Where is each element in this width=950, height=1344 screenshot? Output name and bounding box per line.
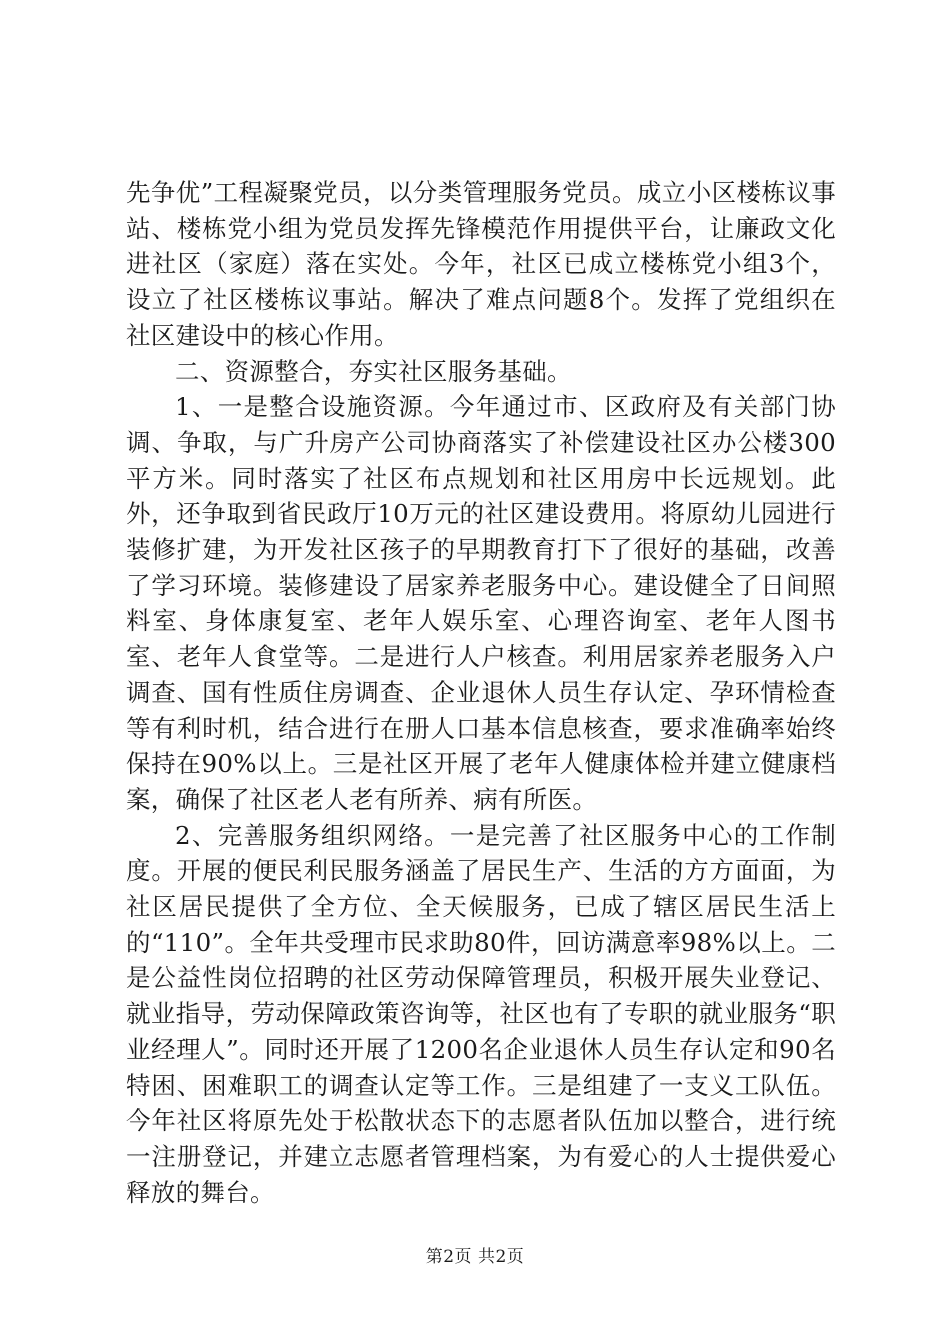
paragraph-facility-resources: 1、一是整合设施资源。今年通过市、区政府及有关部门协调、争取，与广升房产公司协商落实了补偿建设社区办公楼300平方米。同时落实了社区布点规划和社区用房中长远规划。此外，还争取到省民政厅10万元的社区建设费用。将原幼儿园进行装修扩建，为开发社区孩子的早期教育打下了很好的基础，改善了学习环境。装修建设了居家养老服务中心。建设健全了日间照料室、身体康复室、老年人娱乐室、心理咨询室、老年人图书室、老年人食堂等。二是进行人户核查。利用居家养老服务入户调查、国有性质住房调查、企业退休人员生存认定、孕环情检查等有利时机，结合进行在册人口基本信息核查，要求准确率始终保持在90%以上。三是社区开展了老年人健康体检并建立健康档案，确保了社区老人老有所养、病有所医。 <box>126 392 836 814</box>
paragraph-continuation: 先争优”工程凝聚党员，以分类管理服务党员。成立小区楼栋议事站、楼栋党小组为党员发挥先锋模范作用提供平台，让廉政文化进社区（家庭）落在实处。今年，社区已成立楼栋党小组3个，设立了社区楼栋议事站。解决了难点问题8个。发挥了党组织在社区建设中的核心作用。 <box>126 178 837 350</box>
section-heading: 二、资源整合，夯实社区服务基础。 <box>175 356 572 386</box>
document-body <box>126 175 836 1210</box>
paragraph-service-network: 2、完善服务组织网络。一是完善了社区服务中心的工作制度。开展的便民利民服务涵盖了居民生产、生活的方方面面，为社区居民提供了全方位、全天候服务，已成了辖区居民生活上的“110”。全年共受理市民求助80件，回访满意率98%以上。二是公益性岗位招聘的社区劳动保障管理员，积极开展失业登记、就业指导，劳动保障政策咨询等，社区也有了专职的就业服务“职业经理人”。同时还开展了1200名企业退休人员生存认定和90名特困、困难职工的调查认定等工作。三是组建了一支义工队伍。今年社区将原先处于松散状态下的志愿者队伍加以整合，进行统一注册登记，并建立志愿者管理档案，为有爱心的人士提供爱心释放的舞台。 <box>126 820 836 1207</box>
page-number-footer: 第2页 共2页 <box>425 1247 525 1267</box>
